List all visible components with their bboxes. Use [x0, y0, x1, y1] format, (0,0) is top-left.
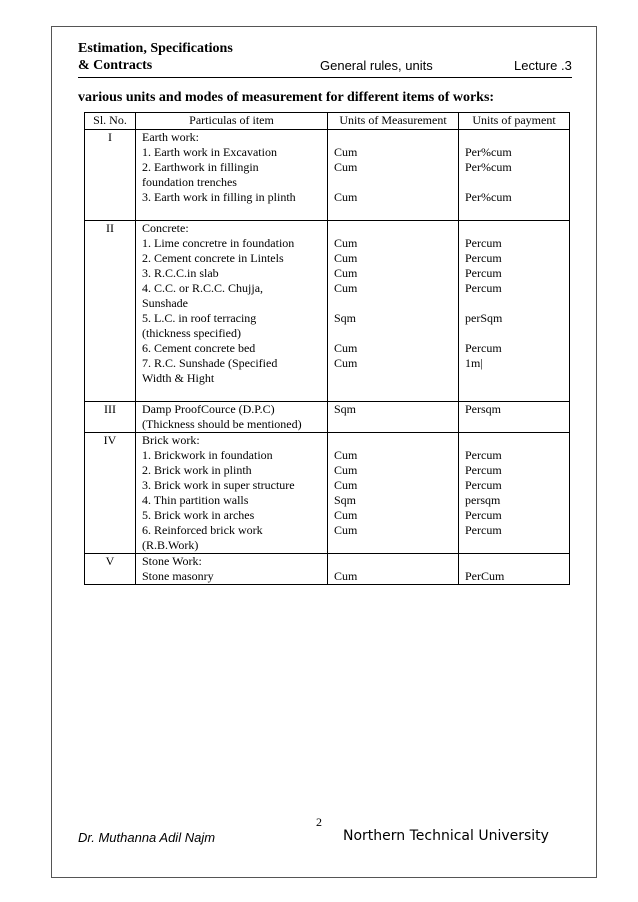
measurement-value	[334, 554, 452, 569]
payment-value: Per%cum	[465, 145, 512, 159]
item-text: 7. R.C. Sunshade (Specified	[142, 356, 278, 370]
measurement-value: Cum	[334, 569, 358, 583]
payment-value	[465, 554, 563, 569]
particulars-cell	[136, 221, 328, 402]
measurement-value: Cum	[334, 236, 358, 250]
measurement-value	[334, 371, 452, 386]
cell-spacer	[334, 386, 452, 401]
table-row	[85, 554, 570, 585]
measurement-cell	[328, 221, 459, 402]
units-table	[84, 112, 570, 585]
measurement-value: Cum	[334, 448, 358, 462]
measurement-value: Sqm	[334, 493, 357, 507]
payment-value: Per%cum	[465, 190, 512, 204]
measurement-value: Cum	[334, 160, 358, 174]
measurement-value: Sqm	[334, 402, 357, 416]
measurement-value	[334, 296, 452, 311]
payment-value	[465, 221, 563, 236]
item-text: 4. Thin partition walls	[142, 493, 249, 507]
payment-value: Percum	[465, 463, 502, 477]
table-header-row	[85, 113, 570, 130]
measurement-value: Cum	[334, 508, 358, 522]
column-header-particulars: Particulas of item	[136, 113, 328, 130]
item-text: 1. Brickwork in foundation	[142, 448, 273, 462]
measurement-value: Cum	[334, 190, 358, 204]
particulars-cell	[136, 402, 328, 433]
cell-spacer	[142, 386, 321, 401]
sl-no-cell: I	[85, 130, 136, 221]
payment-value: Per%cum	[465, 160, 512, 174]
payment-value	[465, 433, 563, 448]
measurement-value: Sqm	[334, 311, 357, 325]
item-text: Stone masonry	[142, 569, 214, 583]
payment-value	[465, 326, 563, 341]
measurement-value: Cum	[334, 356, 358, 370]
item-text: 1. Lime concretre in foundation	[142, 236, 295, 250]
header-title-line1: Estimation, Specifications	[78, 41, 233, 56]
measurement-value: Cum	[334, 523, 358, 537]
measurement-value: Cum	[334, 145, 358, 159]
group-title: Concrete:	[142, 221, 189, 235]
payment-value: Percum	[465, 251, 502, 265]
sl-no-cell: II	[85, 221, 136, 402]
header-section-name: General rules, units	[320, 58, 433, 73]
measurement-value	[334, 538, 452, 553]
sl-no-cell: V	[85, 554, 136, 585]
item-text: (thickness specified)	[142, 326, 241, 340]
sl-no-cell: IV	[85, 433, 136, 554]
measurement-value: Cum	[334, 463, 358, 477]
payment-cell	[459, 433, 570, 554]
payment-value: perSqm	[465, 311, 503, 325]
measurement-cell	[328, 402, 459, 433]
payment-cell	[459, 130, 570, 221]
payment-value: Percum	[465, 341, 502, 355]
measurement-value: Cum	[334, 478, 358, 492]
measurement-cell	[328, 433, 459, 554]
item-text: (R.B.Work)	[142, 538, 199, 552]
item-text: Sunshade	[142, 296, 188, 310]
item-text: (Thickness should be mentioned)	[142, 417, 302, 431]
group-title: Brick work:	[142, 433, 200, 447]
measurement-value	[334, 130, 452, 145]
item-text: 3. R.C.C.in slab	[142, 266, 219, 280]
payment-value: PerCum	[465, 569, 505, 583]
payment-cell	[459, 221, 570, 402]
item-text: Width & Hight	[142, 371, 215, 385]
payment-value: Percum	[465, 523, 502, 537]
table-body	[85, 130, 570, 585]
item-text: 4. C.C. or R.C.C. Chujja,	[142, 281, 264, 295]
sl-no-cell: III	[85, 402, 136, 433]
payment-value	[465, 538, 563, 553]
cell-spacer	[142, 205, 321, 220]
particulars-cell	[136, 433, 328, 554]
item-text: 1. Earth work in Excavation	[142, 145, 277, 159]
measurement-value	[334, 175, 452, 190]
header-title-line2: & Contracts	[78, 58, 153, 73]
column-header-measurement: Units of Measurement	[328, 113, 459, 130]
group-title: Earth work:	[142, 130, 199, 144]
measurement-value: Cum	[334, 341, 358, 355]
item-text: 2. Brick work in plinth	[142, 463, 252, 477]
payment-value: Percum	[465, 266, 502, 280]
table-row	[85, 130, 570, 221]
measurement-value	[334, 221, 452, 236]
item-text: foundation trenches	[142, 175, 237, 189]
measurement-cell	[328, 554, 459, 585]
header-lecture: Lecture .3	[514, 58, 572, 73]
particulars-cell	[136, 130, 328, 221]
group-title: Damp ProofCource (D.P.C)	[142, 402, 275, 416]
payment-value	[465, 175, 563, 190]
item-text: 3. Earth work in filling in plinth	[142, 190, 296, 204]
group-title: Stone Work:	[142, 554, 202, 568]
item-text: 6. Cement concrete bed	[142, 341, 256, 355]
column-header-sl-no: Sl. No.	[85, 113, 136, 130]
footer-institution: Northern Technical University	[343, 828, 549, 844]
cell-spacer	[334, 205, 452, 220]
footer-author: Dr. Muthanna Adil Najm	[78, 830, 216, 845]
item-text: 2. Cement concrete in Lintels	[142, 251, 284, 265]
measurement-value	[334, 326, 452, 341]
payment-value: Percum	[465, 508, 502, 522]
section-heading: various units and modes of measurement for different items of works:	[78, 90, 495, 105]
payment-value	[465, 417, 563, 432]
measurement-cell	[328, 130, 459, 221]
particulars-cell	[136, 554, 328, 585]
cell-spacer	[465, 205, 563, 220]
payment-cell	[459, 402, 570, 433]
payment-value: Percum	[465, 448, 502, 462]
payment-value: 1m|	[465, 356, 483, 370]
header-title	[78, 40, 233, 74]
measurement-value: Cum	[334, 281, 358, 295]
payment-cell	[459, 554, 570, 585]
measurement-value	[334, 417, 452, 432]
item-text: 6. Reinforced brick work	[142, 523, 263, 537]
measurement-value: Cum	[334, 251, 358, 265]
header-divider	[78, 77, 572, 78]
item-text: 2. Earthwork in fillingin	[142, 160, 259, 174]
payment-value: Percum	[465, 478, 502, 492]
payment-value	[465, 296, 563, 311]
table-row	[85, 433, 570, 554]
payment-value	[465, 130, 563, 145]
item-text: 5. L.C. in roof terracing	[142, 311, 257, 325]
payment-value: Percum	[465, 236, 502, 250]
table-row	[85, 221, 570, 402]
column-header-payment: Units of payment	[459, 113, 570, 130]
payment-value: persqm	[465, 493, 501, 507]
measurement-value	[334, 433, 452, 448]
measurement-value: Cum	[334, 266, 358, 280]
cell-spacer	[465, 386, 563, 401]
item-text: 5. Brick work in arches	[142, 508, 255, 522]
table-row	[85, 402, 570, 433]
page-number: 2	[316, 815, 322, 829]
payment-value: Persqm	[465, 402, 501, 416]
payment-value	[465, 371, 563, 386]
payment-value: Percum	[465, 281, 502, 295]
item-text: 3. Brick work in super structure	[142, 478, 295, 492]
